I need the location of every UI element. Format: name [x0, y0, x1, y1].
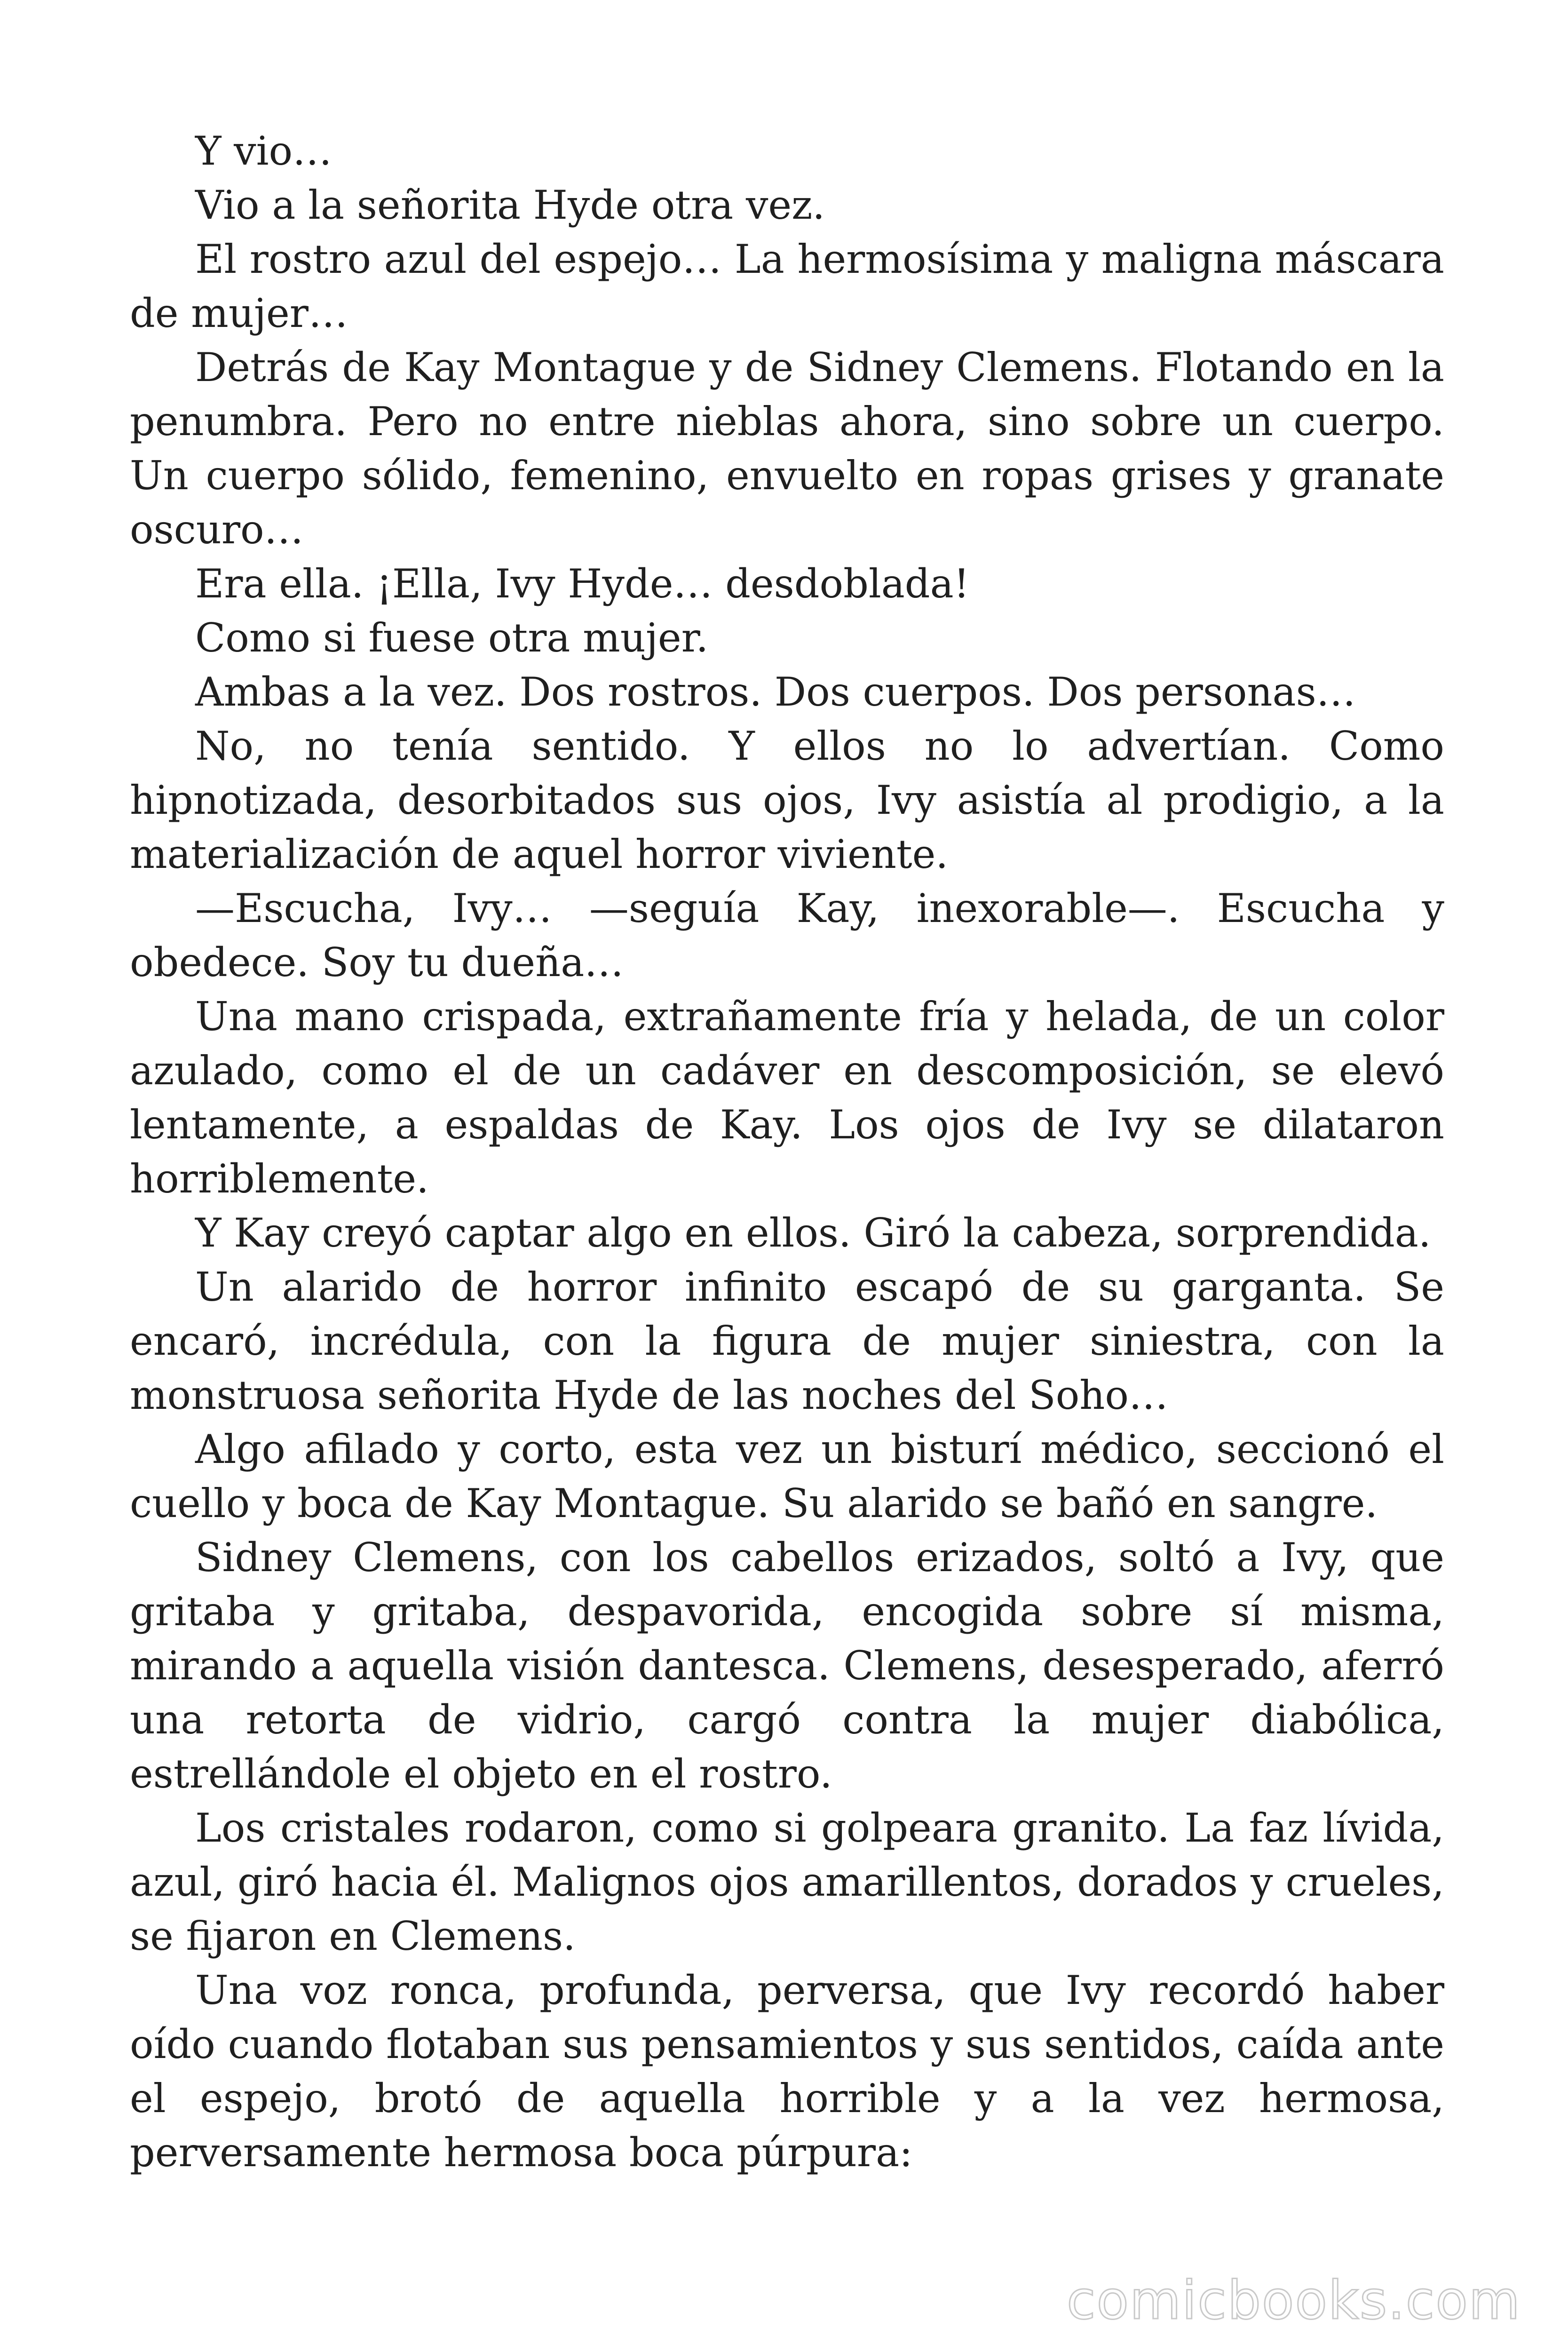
page-body [130, 124, 1444, 2180]
paragraph: Ambas a la vez. Dos rostros. Dos cuerpos. Dos personas… [195, 669, 1356, 715]
paragraph: —Escucha, Ivy… —seguía Kay, inexorable—. Escucha y obedece. Soy tu dueña… [130, 885, 1444, 985]
paragraph: Un alarido de horror infinito escapó de su garganta. Se encaró, incrédula, con la figura de mujer siniestra, con la monstruosa señorita Hyde de las noches del Soho… [130, 1264, 1444, 1418]
paragraph: Y vio… [195, 128, 333, 174]
paragraph: No, no tenía sentido. Y ellos no lo advertían. Como hipnotizada, desorbitados sus ojos, Ivy asistía al prodigio, a la materialización de aquel horror viviente. [130, 723, 1444, 877]
paragraph: Y Kay creyó captar algo en ellos. Giró la cabeza, sorprendida. [195, 1210, 1431, 1256]
paragraph: Algo afilado y corto, esta vez un bisturí médico, seccionó el cuello y boca de Kay Montague. Su alarido se bañó en sangre. [130, 1426, 1444, 1526]
paragraph: Los cristales rodaron, como si golpeara granito. La faz lívida, azul, giró hacia él. Malignos ojos amarillentos, dorados y crueles, se fijaron en Clemens. [130, 1805, 1444, 1959]
paragraph: Una voz ronca, profunda, perversa, que Ivy recordó haber oído cuando flotaban sus pensamientos y sus sentidos, caída ante el espejo, brotó de aquella horrible y a la vez hermosa, perversamente hermosa boca púrpura: [130, 1967, 1444, 2176]
paragraph: Como si fuese otra mujer. [195, 615, 709, 661]
paragraph: El rostro azul del espejo… La hermosísima y maligna máscara de mujer… [130, 236, 1444, 336]
paragraph: Era ella. ¡Ella, Ivy Hyde… desdoblada! [195, 561, 970, 607]
paragraph: Vio a la señorita Hyde otra vez. [195, 182, 825, 228]
paragraph: Sidney Clemens, con los cabellos erizados, soltó a Ivy, que gritaba y gritaba, despavorida, encogida sobre sí misma, mirando a aquella visión dantesca. Clemens, desesperado, aferró una retorta de vidrio, cargó contra la mujer diabólica, estrellándole el objeto en el rostro. [130, 1534, 1444, 1797]
paragraph: Una mano crispada, extrañamente fría y helada, de un color azulado, como el de un cadáver en descomposición, se elevó lentamente, a espaldas de Kay. Los ojos de Ivy se dilataron horriblemente. [130, 993, 1444, 1202]
paragraph: Detrás de Kay Montague y de Sidney Clemens. Flotando en la penumbra. Pero no entre nieblas ahora, sino sobre un cuerpo. Un cuerpo sólido, femenino, envuelto en ropas grises y granate oscuro… [130, 344, 1444, 553]
watermark: comicbooks.com [1066, 2270, 1521, 2331]
